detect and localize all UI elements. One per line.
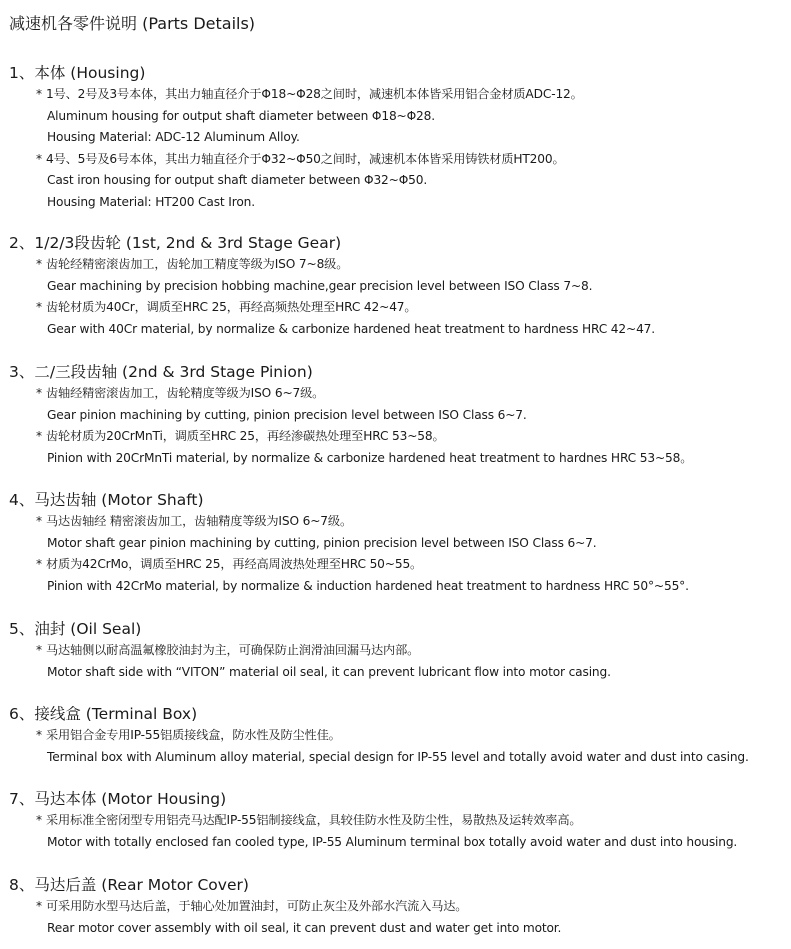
bullet-line [36, 299, 416, 315]
english-line [47, 749, 749, 765]
english-line [47, 172, 427, 188]
line-text: Cast iron housing for output shaft diameter between Φ32~Φ50. [47, 173, 428, 187]
bullet-star: * [36, 386, 42, 400]
bullet-star: * [36, 557, 42, 571]
line-text: Housing Material: ADC-12 Aluminum Alloy. [47, 130, 300, 144]
section-number: 3、 [9, 363, 35, 381]
bullet-star: * [36, 514, 42, 528]
bullet-star: * [36, 300, 42, 314]
bullet-line [36, 727, 341, 743]
line-text: Pinion with 42CrMo material, by normalize & induction hardened heat treatment to hardness HRC 50°~55°. [47, 578, 689, 593]
line-text: 齿轮经精密滚齿加工，齿轮加工精度等级为ISO 7~8级。 [46, 257, 349, 271]
english-line [47, 664, 611, 680]
bullet-star: * [36, 643, 42, 657]
english-line [47, 194, 255, 210]
line-text: 采用标准全密闭型专用铝壳马达配IP-55铝制接线盒，具较佳防水性及防尘性，易散热及运转效率高。 [46, 813, 582, 827]
bullet-line [36, 86, 583, 102]
line-text: 齿轮材质为40Cr，调质至HRC 25，再经高频热处理至HRC 42~47。 [46, 300, 417, 314]
line-text: 采用铝合金专用IP-55铝质接线盒，防水性及防尘性佳。 [46, 728, 341, 742]
line-text: 材质为42CrMo，调质至HRC 25，再经高周波热处理至HRC 50~55。 [46, 557, 423, 571]
section-heading-text: 接线盒 (Terminal Box) [34, 705, 198, 723]
section-heading-text: 1/2/3段齿轮 (1st, 2nd & 3rd Stage Gear) [34, 234, 342, 252]
line-text: Aluminum housing for output shaft diameter between Φ18~Φ28. [47, 108, 435, 123]
line-text: 齿轮材质为20CrMnTi，调质至HRC 25，再经渗碳热处理至HRC 53~58。 [46, 429, 445, 443]
bullet-line [36, 151, 565, 167]
bullet-star: * [36, 813, 42, 827]
line-text: Motor shaft side with “VITON” material oil seal, it can prevent lubricant flow into motor casing. [47, 664, 611, 679]
bullet-star: * [36, 257, 42, 271]
section-heading-text: 马达齿轴 (Motor Shaft) [34, 491, 204, 509]
english-line [47, 129, 300, 145]
line-text: Gear machining by precision hobbing machine,gear precision level between ISO Class 7~8. [47, 278, 593, 293]
english-line [47, 450, 692, 466]
line-text: 可采用防水型马达后盖，于轴心处加置油封，可防止灰尘及外部水汽流入马达。 [46, 899, 468, 913]
section-heading [9, 62, 145, 84]
bullet-line [36, 513, 352, 529]
section-number: 5、 [9, 620, 35, 638]
bullet-line [36, 556, 422, 572]
line-text: Gear with 40Cr material, by normalize & carbonize hardened heat treatment to hardness HRC 42~47. [47, 321, 656, 336]
bullet-line [36, 898, 467, 914]
bullet-line [36, 812, 581, 828]
english-line [47, 321, 655, 337]
line-text: 马达齿轴经 精密滚齿加工，齿轴精度等级为ISO 6~7级。 [46, 514, 352, 528]
english-line [47, 834, 737, 850]
english-line [47, 407, 527, 423]
bullet-line [36, 385, 324, 401]
line-text: Rear motor cover assembly with oil seal, it can prevent dust and water get into motor. [47, 920, 562, 935]
line-text: 马达轴侧以耐高温氟橡胶油封为主，可确保防止润滑油回漏马达内部。 [46, 643, 420, 657]
bullet-star: * [36, 728, 42, 742]
english-line [47, 920, 561, 936]
line-text: Gear pinion machining by cutting, pinion precision level between ISO Class 6~7. [47, 407, 527, 422]
section-heading-text: 油封 (Oil Seal) [34, 620, 142, 638]
section-heading [9, 788, 226, 810]
page-title: 减速机各零件说明 (Parts Details) [9, 14, 256, 33]
section-number: 2、 [9, 234, 35, 252]
section-heading [9, 489, 204, 511]
line-text: Pinion with 20CrMnTi material, by normalize & carbonize hardened heat treatment to hardnes HRC 53~58。 [47, 450, 693, 465]
section-heading-text: 二/三段齿轴 (2nd & 3rd Stage Pinion) [34, 363, 313, 381]
bullet-line [36, 642, 419, 658]
section-heading [9, 361, 313, 383]
line-text: 齿轴经精密滚齿加工，齿轮精度等级为ISO 6~7级。 [46, 386, 325, 400]
bullet-star: * [36, 429, 42, 443]
english-line [47, 278, 592, 294]
section-heading [9, 232, 341, 254]
section-number: 8、 [9, 876, 35, 894]
line-text: Terminal box with Aluminum alloy material, special design for IP-55 level and totally avoid water and dust into casing. [47, 749, 749, 764]
line-text: 1号、2号及3号本体，其出力轴直径介于Φ18~Φ28之间时，减速机本体皆采用铝合金材质ADC-12。 [46, 87, 583, 101]
section-heading-text: 马达后盖 (Rear Motor Cover) [34, 876, 249, 894]
section-heading-text: 本体 (Housing) [34, 64, 146, 82]
section-number: 7、 [9, 790, 35, 808]
section-heading-text: 马达本体 (Motor Housing) [34, 790, 227, 808]
english-line [47, 535, 597, 551]
bullet-star: * [36, 151, 42, 166]
english-line [47, 108, 435, 124]
line-text: Housing Material: HT200 Cast Iron. [47, 194, 255, 209]
line-text: Motor shaft gear pinion machining by cutting, pinion precision level between ISO Class 6~7. [47, 535, 597, 550]
section-heading [9, 703, 197, 725]
line-text: Motor with totally enclosed fan cooled type, IP-55 Aluminum terminal box totally avoid water and dust into housing. [47, 834, 738, 849]
bullet-star: * [36, 899, 42, 913]
line-text: 4号、5号及6号本体，其出力轴直径介于Φ32~Φ50之间时，减速机本体皆采用铸铁材质HT200。 [46, 151, 565, 166]
section-heading [9, 874, 249, 896]
bullet-star: * [36, 87, 42, 101]
bullet-line [36, 428, 445, 444]
bullet-line [36, 256, 348, 272]
section-heading [9, 618, 141, 640]
english-line [47, 578, 689, 594]
section-number: 1、 [9, 64, 35, 82]
section-number: 4、 [9, 491, 35, 509]
section-number: 6、 [9, 705, 35, 723]
